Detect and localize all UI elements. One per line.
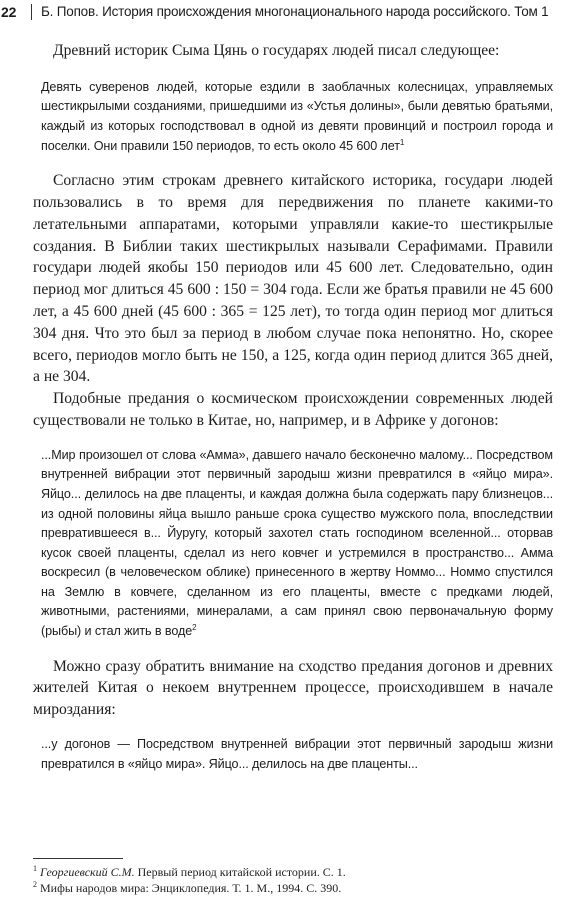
analysis-paragraph: Согласно этим строкам древнего китайского историка, государи людей пользовались в то время для передвижения по планете какими-то летательными аппаратами, которыми управляли какие-то шестикрылые создания. В Библии таких шестикрылых называли Серафимами. Правили государи людей якобы 150 периодов или 45 600 лет. Следовательно, один период мог длиться 45 600 : 150 = 304 года. Если же братья правили не 45 600 лет, а 45 600 дней (45 600 : 365 = 125 лет), то тогда один период мог длиться 304 дня. Что это был за период в любом случае пока непонятно. Но, скорее всего, периодов могло быть не 150, а 125, когда один период длится 365 дней, а не 304.: [33, 172, 553, 386]
page-number: 22: [1, 4, 17, 20]
quote-dogon-text: ...Мир произошел от слова «Амма», давшего начало бесконечно малому... Посредством внутренней вибрации этот первичный зародыш жизни превратился в «яйцо мира». Яйцо... делилось на две плаценты, и каждая должна была содержать пару близнецов... из одной половины яйца вышло раньше срока существо мужского пола, впоследствии превратившееся в... Йуругу, который захотел стать господином вселенной... оторвав кусок своей плаценты, сделал из него ковчег и устремился в пространство... Амма воскресил (в человеческом облике) принесенного в жертву Номмо... Номмо спустился на Землю в ковчеге, сделанном из его плаценты, вместе с предками людей, животными, растениями, минералами, а сам принял свою первоначальную форму (рыбы) и стал жить в воде: [41, 447, 553, 639]
running-title: Б. Попов. История происхождения многонационального народа российского. Том 1: [41, 4, 549, 19]
header-divider: [31, 4, 32, 20]
footnote-1: $^1$ Георгиевский С.М. Первый период китайской истории. С. 1.: [33, 864, 346, 879]
intro-paragraph: Древний историк Сыма Цянь о государях людей писал следующее:: [53, 42, 500, 59]
quote-sima-qian: [33, 78, 553, 156]
running-header: [0, 0, 566, 24]
quote-sima-qian-text: Девять суверенов людей, которые ездили в заоблачных колесницах, управляемых шестикрылыми созданиями, пришедшими из «Устья долины», были девятью братьями, каждый из которых господствовал в одной из девяти провинций и построил города и поселки. Они правили 150 периодов, то есть около 45 600 лет: [41, 79, 553, 153]
footnote-1-author: Георгиевский С.М.: [40, 865, 135, 879]
page-body: [33, 40, 553, 774]
quote-dogon-excerpt: [33, 735, 553, 774]
footnote-rule: [33, 858, 123, 859]
footnote-2: $^2$ Мифы народов мира: Энциклопедия. Т. 1. М., 1994. С. 390.: [33, 879, 342, 895]
footnote-ref-1: 1: [399, 137, 405, 147]
footnote-ref-2: 2: [192, 622, 197, 632]
footnotes: [33, 858, 553, 896]
quote-dogon-excerpt-text: ...у догонов — Посредством внутренней вибрации этот первичный зародыш жизни превратился в «яйцо мира». Яйцо... делилось на две плаценты...: [41, 737, 553, 771]
dogon-intro-paragraph: Подобные предания о космическом происхождении современных людей существовали не только в Китае, но, например, и в Африке у догонов:: [33, 390, 553, 429]
quote-dogon: [33, 446, 553, 642]
comparison-paragraph: Можно сразу обратить внимание на сходство предания догонов и древних жителей Китая о некоем внутреннем процессе, происходившем в начале мироздания:: [33, 657, 553, 719]
